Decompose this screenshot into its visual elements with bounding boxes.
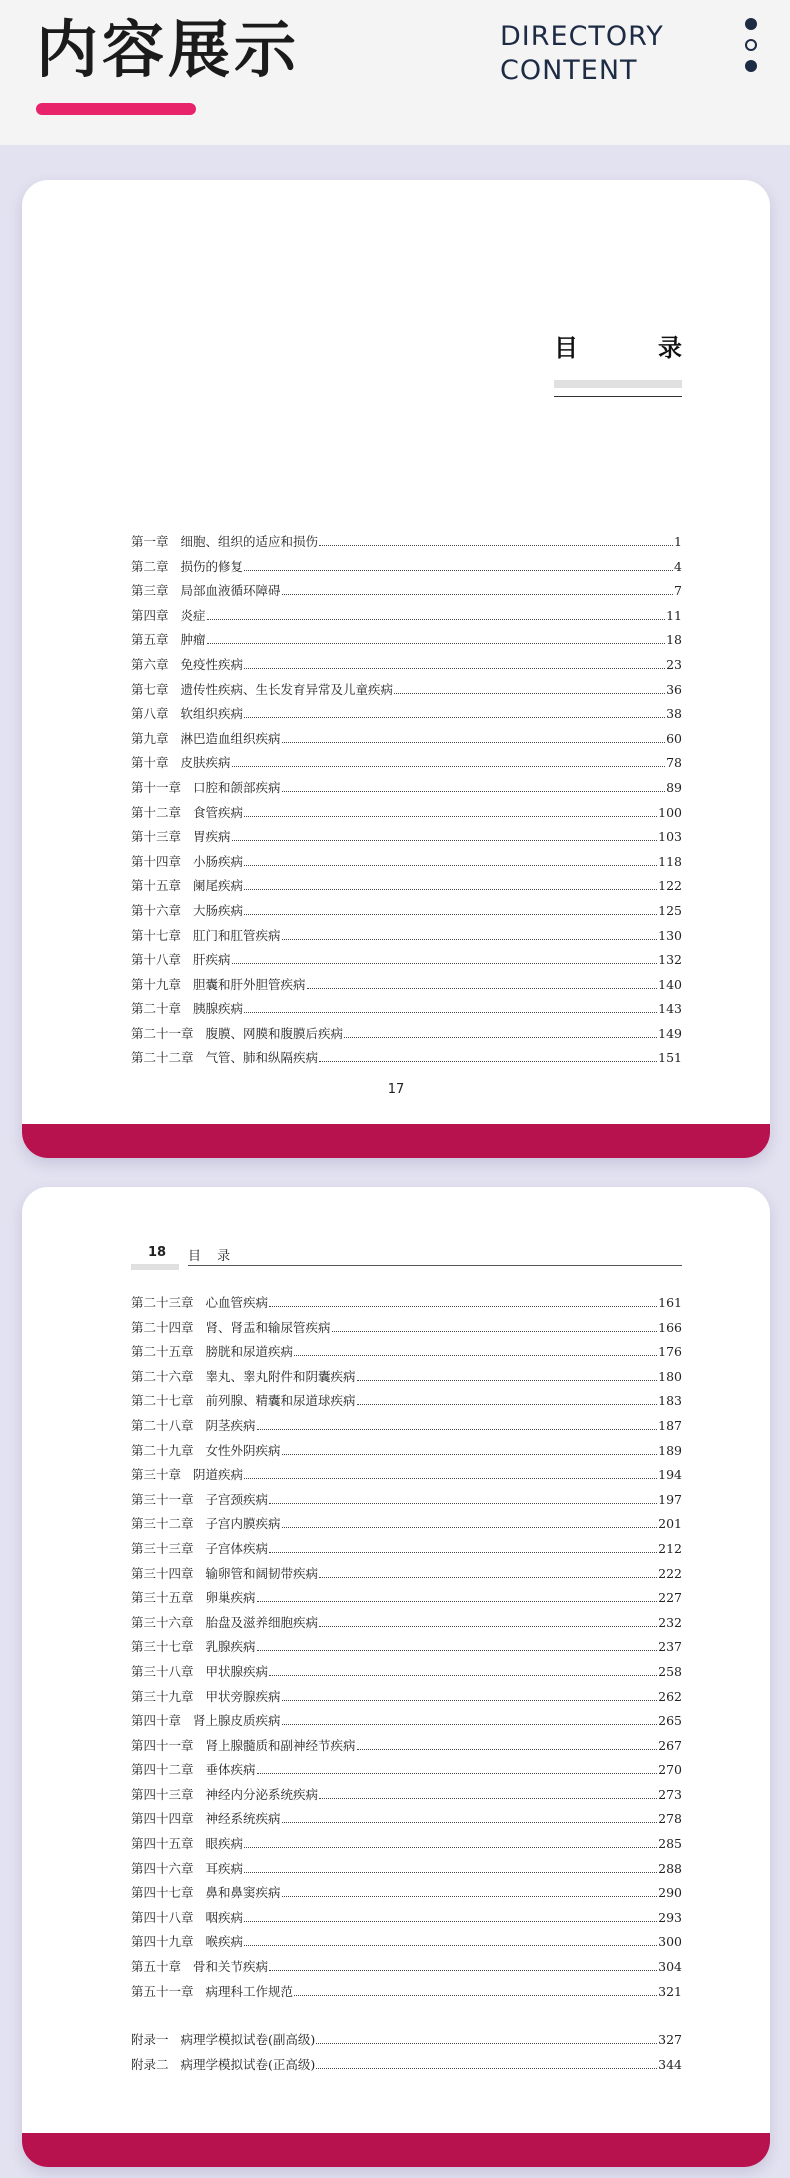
- chapter-title: 肾上腺皮质疾病: [193, 1713, 281, 1729]
- chapter-title: 局部血液循环障碍: [180, 583, 281, 599]
- chapter-title: 心血管疾病: [205, 1295, 269, 1310]
- chapter-title: 前列腺、精囊和尿道球疾病: [205, 1393, 356, 1409]
- toc-entry: [131, 899, 682, 924]
- dot-leader: [307, 988, 658, 989]
- toc-entry: [131, 555, 682, 580]
- toc-entry: [131, 1586, 682, 1611]
- chapter-label: 第十八章: [131, 952, 182, 968]
- chapter-title: 咽疾病: [205, 1909, 244, 1925]
- toc-entry: [131, 1709, 682, 1734]
- chapter-title: 输卵管和阔韧带疾病: [205, 1565, 319, 1581]
- page-ref: 285: [658, 1836, 682, 1852]
- chapter-label: 第四十二章: [131, 1762, 194, 1778]
- chapter-label: 第三十八章: [131, 1663, 194, 1679]
- chapter-title: 损伤的修复: [180, 558, 244, 574]
- chapter-label: 第二十七章: [131, 1393, 194, 1409]
- page-ref: 118: [658, 853, 682, 869]
- toc-entry: [131, 1365, 682, 1390]
- page-ref: 232: [658, 1614, 682, 1630]
- toc-entry: [131, 850, 682, 875]
- chapter-title: 乳腺疾病: [205, 1639, 256, 1655]
- toc-entry: [131, 604, 682, 629]
- dot-leader: [232, 963, 658, 964]
- toc-entry: [131, 1685, 682, 1710]
- dot-leader: [319, 1061, 657, 1062]
- dot-leader: [232, 840, 658, 841]
- toc-entry: [131, 1389, 682, 1414]
- page-ref: 23: [666, 656, 682, 672]
- page-ref: 344: [658, 2056, 682, 2072]
- decorative-dots: [745, 18, 761, 81]
- chapter-label: 第二十四章: [131, 1319, 194, 1335]
- dot-leader: [282, 791, 666, 792]
- chapter-title: 胎盘及滋养细胞疾病: [205, 1614, 319, 1630]
- chapter-title: 病理学模拟试卷(正高级): [180, 2056, 316, 2072]
- toc-entry: [131, 1980, 682, 2005]
- page-ref: 278: [658, 1811, 682, 1827]
- chapter-label: 第三十九章: [131, 1688, 194, 1704]
- page-ref: 4: [674, 558, 682, 574]
- toc-page-17: [22, 180, 770, 1158]
- dot-leader: [282, 1454, 658, 1455]
- chapter-label: 第五章: [131, 632, 169, 648]
- toc-entry: [131, 1512, 682, 1537]
- toc-entry: [131, 776, 682, 801]
- chapter-label: 第五十一章: [131, 1983, 194, 1999]
- english-subtitle-line1: DIRECTORY: [500, 21, 664, 52]
- page-ref: 293: [658, 1909, 682, 1925]
- chapter-title: 子宫内膜疾病: [205, 1516, 281, 1532]
- running-head-title: 目 录: [188, 1249, 237, 1264]
- chapter-label: 第四十八章: [131, 1909, 194, 1925]
- chapter-title: 病理科工作规范: [205, 1983, 294, 1999]
- chapter-label: 第十七章: [131, 927, 182, 943]
- chapter-title: 肛门和肛管疾病: [193, 927, 281, 943]
- chapter-label: 第十六章: [131, 902, 182, 918]
- chapter-label: 第二章: [131, 558, 169, 574]
- dot-leader: [269, 1503, 657, 1504]
- page-ref: 180: [658, 1368, 682, 1384]
- page-ref: 140: [658, 976, 682, 992]
- dot-leader: [244, 865, 657, 866]
- chapter-title: 胃疾病: [193, 829, 231, 845]
- toc-entry: [131, 801, 682, 826]
- chapter-label: 第九章: [131, 730, 169, 746]
- toc-heading-char: 录: [658, 333, 682, 362]
- chapter-label: 第三十六章: [131, 1614, 194, 1630]
- dot-leader: [282, 939, 658, 940]
- chapter-title: 气管、肺和纵隔疾病: [205, 1050, 319, 1066]
- toc-entry: [131, 825, 682, 850]
- dot-leader: [244, 1921, 657, 1922]
- page-ref: 151: [658, 1050, 682, 1066]
- toc-entry: [131, 1537, 682, 1562]
- dot-leader: [244, 1012, 657, 1013]
- running-head-rule: [188, 1265, 682, 1266]
- dot-icon: [745, 18, 757, 30]
- chapter-label: 第二十三章: [131, 1295, 194, 1310]
- dot-leader: [269, 1970, 657, 1971]
- dot-leader: [244, 1847, 657, 1848]
- page-ref: 130: [658, 927, 682, 943]
- chapter-label: 第二十二章: [131, 1050, 194, 1066]
- dot-icon: [745, 60, 757, 72]
- dot-leader: [244, 1872, 657, 1873]
- page-ref: 321: [658, 1983, 682, 1999]
- toc-entry: [131, 579, 682, 604]
- dot-leader: [282, 1822, 658, 1823]
- english-subtitle: [500, 20, 664, 88]
- chapter-label: 第四十六章: [131, 1860, 194, 1876]
- chapter-title: 子宫颈疾病: [205, 1491, 269, 1507]
- dot-outline-icon: [745, 39, 757, 51]
- dot-leader: [319, 545, 673, 546]
- dot-leader: [257, 1429, 658, 1430]
- dot-leader: [357, 1404, 658, 1405]
- chapter-title: 细胞、组织的适应和损伤: [180, 534, 319, 549]
- toc-entry: [131, 874, 682, 899]
- chapter-label: 第六章: [131, 656, 169, 672]
- chapter-title: 软组织疾病: [180, 706, 244, 722]
- chapter-label: 第十一章: [131, 779, 182, 795]
- dot-leader: [244, 1478, 657, 1479]
- chapter-title: 皮肤疾病: [180, 755, 231, 771]
- page-ref: 183: [658, 1393, 682, 1409]
- page-ref: 38: [666, 706, 682, 722]
- page-ref: 212: [658, 1540, 682, 1556]
- dot-leader: [357, 1749, 658, 1750]
- chapter-label: 第二十六章: [131, 1368, 194, 1384]
- chapter-label: 第二十章: [131, 1001, 182, 1017]
- heading-rule: [554, 396, 682, 397]
- dot-leader: [269, 1306, 657, 1307]
- toc-entry: [131, 1291, 682, 1316]
- running-head-number: 18: [148, 1245, 167, 1260]
- dot-leader: [244, 570, 673, 571]
- page-number: 17: [387, 1082, 405, 1097]
- chapter-label: 第三十二章: [131, 1516, 194, 1532]
- page-ref: 103: [658, 829, 682, 845]
- toc-entry: [131, 751, 682, 776]
- page-ref: 1: [674, 534, 682, 549]
- chapter-title: 肝疾病: [193, 952, 231, 968]
- chapter-title: 骨和关节疾病: [193, 1959, 269, 1975]
- chapter-label: 第十二章: [131, 804, 182, 820]
- dot-leader: [244, 889, 657, 890]
- page-ref: 161: [658, 1295, 682, 1310]
- chapter-label: 第三十章: [131, 1467, 182, 1483]
- toc-entry: [131, 1316, 682, 1341]
- dot-leader: [282, 1527, 658, 1528]
- page-ref: 267: [658, 1737, 682, 1753]
- page-ref: 18: [666, 632, 682, 648]
- chapter-label: 第三十四章: [131, 1565, 194, 1581]
- dot-leader: [257, 1601, 658, 1602]
- chapter-title: 免疫性疾病: [180, 656, 244, 672]
- chapter-title: 胆囊和肝外胆管疾病: [193, 976, 306, 992]
- dot-leader: [319, 1626, 657, 1627]
- toc-entry: [131, 2028, 682, 2053]
- chapter-label: 附录二: [131, 2056, 169, 2072]
- dot-leader: [269, 1552, 657, 1553]
- dot-leader: [316, 2068, 657, 2069]
- toc-entry: [131, 2053, 682, 2078]
- dot-leader: [344, 1037, 657, 1038]
- heading-bar: [554, 380, 682, 388]
- chapter-title: 口腔和颌部疾病: [193, 779, 281, 795]
- title-underline: [36, 103, 196, 115]
- dot-leader: [269, 1675, 657, 1676]
- page-ref: 89: [666, 779, 682, 795]
- page-ref: 11: [666, 607, 682, 623]
- dot-leader: [207, 643, 666, 644]
- dot-leader: [244, 816, 657, 817]
- chapter-label: 第十五章: [131, 878, 182, 894]
- chapter-title: 甲状旁腺疾病: [205, 1688, 281, 1704]
- chapter-label: 第八章: [131, 706, 169, 722]
- chapter-title: 睾丸、睾丸附件和阴囊疾病: [205, 1368, 356, 1384]
- toc-entry: [131, 924, 682, 949]
- dot-leader: [332, 1331, 658, 1332]
- chapter-label: 第五十章: [131, 1959, 182, 1975]
- dot-leader: [394, 693, 665, 694]
- chapter-title: 阴茎疾病: [205, 1417, 256, 1433]
- page-ref: 189: [658, 1442, 682, 1458]
- toc-entry: [131, 1881, 682, 1906]
- dot-leader: [294, 1995, 657, 1996]
- toc-entry: [131, 973, 682, 998]
- page-ref: 265: [658, 1713, 682, 1729]
- toc-entry: [131, 727, 682, 752]
- page-ref: 166: [658, 1319, 682, 1335]
- page-title: 内容展示: [36, 13, 301, 86]
- dot-leader: [316, 2043, 657, 2044]
- dot-leader: [319, 1798, 657, 1799]
- toc-entry: [131, 1930, 682, 1955]
- chapter-label: 第三十五章: [131, 1590, 194, 1606]
- toc-heading-char: 目: [554, 333, 578, 362]
- page-ref: 78: [666, 755, 682, 771]
- chapter-label: 第四十三章: [131, 1786, 194, 1802]
- page-ref: 125: [658, 902, 682, 918]
- dot-leader: [282, 1724, 658, 1725]
- toc-entry: [131, 530, 682, 555]
- page-ref: 132: [658, 952, 682, 968]
- dot-leader: [257, 1773, 658, 1774]
- chapter-label: 第一章: [131, 534, 169, 549]
- chapter-title: 遗传性疾病、生长发育异常及儿童疾病: [180, 681, 394, 697]
- chapter-title: 腹膜、网膜和腹膜后疾病: [205, 1025, 344, 1041]
- chapter-title: 肿瘤: [180, 632, 206, 648]
- chapter-label: 第四十一章: [131, 1737, 194, 1753]
- chapter-title: 病理学模拟试卷(副高级): [180, 2032, 316, 2048]
- chapter-label: 第二十五章: [131, 1344, 194, 1360]
- page-ref: 201: [658, 1516, 682, 1532]
- toc-entry: [131, 1488, 682, 1513]
- toc-entry: [131, 1046, 682, 1071]
- chapter-title: 垂体疾病: [205, 1762, 256, 1778]
- chapter-title: 卵巢疾病: [205, 1590, 256, 1606]
- chapter-title: 喉疾病: [205, 1934, 244, 1950]
- card-footer-band: [22, 2133, 770, 2167]
- chapter-title: 肾上腺髓质和副神经节疾病: [205, 1737, 356, 1753]
- chapter-label: 第三十三章: [131, 1540, 194, 1556]
- toc-entry: [131, 1660, 682, 1685]
- chapter-title: 小肠疾病: [193, 853, 244, 869]
- chapter-title: 膀胱和尿道疾病: [205, 1344, 294, 1360]
- page-ref: 273: [658, 1786, 682, 1802]
- page-ref: 258: [658, 1663, 682, 1679]
- chapter-label: 第十四章: [131, 853, 182, 869]
- dot-leader: [232, 766, 666, 767]
- dot-leader: [244, 717, 665, 718]
- page-ref: 270: [658, 1762, 682, 1778]
- dot-leader: [357, 1380, 658, 1381]
- toc-list: [131, 1291, 682, 2077]
- page-ref: 327: [658, 2032, 682, 2048]
- page-ref: 304: [658, 1959, 682, 1975]
- dot-leader: [244, 668, 665, 669]
- chapter-label: 第十九章: [131, 976, 182, 992]
- toc-entry: [131, 1439, 682, 1464]
- card-footer-band: [22, 1124, 770, 1158]
- chapter-title: 食管疾病: [193, 804, 244, 820]
- page-ref: 288: [658, 1860, 682, 1876]
- dot-leader: [244, 1945, 657, 1946]
- english-subtitle-line2: CONTENT: [500, 55, 638, 86]
- chapter-title: 胰腺疾病: [193, 1001, 244, 1017]
- chapter-label: 第四十四章: [131, 1811, 194, 1827]
- section-gap: [131, 2004, 682, 2028]
- toc-entry: [131, 1340, 682, 1365]
- chapter-title: 神经内分泌系统疾病: [205, 1786, 319, 1802]
- chapter-title: 子宫体疾病: [205, 1540, 269, 1556]
- page-ref: 143: [658, 1001, 682, 1017]
- page-ref: 262: [658, 1688, 682, 1704]
- chapter-title: 肾、肾盂和输尿管疾病: [205, 1319, 331, 1335]
- toc-entry: [131, 678, 682, 703]
- page-ref: 237: [658, 1639, 682, 1655]
- toc-entry: [131, 1463, 682, 1488]
- dot-leader: [257, 1650, 658, 1651]
- toc-entry: [131, 1635, 682, 1660]
- toc-entry: [131, 1414, 682, 1439]
- toc-entry: [131, 1611, 682, 1636]
- chapter-label: 附录一: [131, 2032, 169, 2048]
- chapter-title: 神经系统疾病: [205, 1811, 281, 1827]
- chapter-label: 第四十五章: [131, 1836, 194, 1852]
- page-ref: 194: [658, 1467, 682, 1483]
- chapter-label: 第三十一章: [131, 1491, 194, 1507]
- toc-entry: [131, 1807, 682, 1832]
- page-ref: 227: [658, 1590, 682, 1606]
- toc-entry: [131, 1734, 682, 1759]
- page-ref: 222: [658, 1565, 682, 1581]
- toc-entry: [131, 653, 682, 678]
- toc-entry: [131, 1857, 682, 1882]
- chapter-label: 第七章: [131, 681, 169, 697]
- page-ref: 300: [658, 1934, 682, 1950]
- toc-entry: [131, 1783, 682, 1808]
- running-head-bar: [131, 1264, 179, 1270]
- dot-leader: [244, 914, 657, 915]
- chapter-title: 耳疾病: [205, 1860, 244, 1876]
- page-ref: 149: [658, 1025, 682, 1041]
- dot-leader: [282, 1896, 658, 1897]
- chapter-label: 第三章: [131, 583, 169, 599]
- toc-entry: [131, 1758, 682, 1783]
- toc-entry: [131, 1906, 682, 1931]
- chapter-label: 第三十七章: [131, 1639, 194, 1655]
- chapter-title: 眼疾病: [205, 1836, 244, 1852]
- chapter-label: 第四十七章: [131, 1885, 194, 1901]
- chapter-label: 第二十一章: [131, 1025, 194, 1041]
- page-ref: 122: [658, 878, 682, 894]
- dot-leader: [282, 742, 666, 743]
- dot-leader: [319, 1577, 657, 1578]
- toc-entry: [131, 1562, 682, 1587]
- toc-entry: [131, 1955, 682, 1980]
- chapter-title: 大肠疾病: [193, 902, 244, 918]
- chapter-title: 淋巴造血组织疾病: [180, 730, 281, 746]
- toc-entry: [131, 1832, 682, 1857]
- toc-heading: [554, 328, 682, 363]
- chapter-title: 阴道疾病: [193, 1467, 244, 1483]
- chapter-label: 第十章: [131, 755, 169, 771]
- page-ref: 290: [658, 1885, 682, 1901]
- toc-entry: [131, 948, 682, 973]
- page-ref: 100: [658, 804, 682, 820]
- page-ref: 7: [674, 583, 682, 599]
- toc-page-18: [22, 1187, 770, 2167]
- toc-entry: [131, 702, 682, 727]
- page-ref: 187: [658, 1417, 682, 1433]
- chapter-title: 女性外阴疾病: [205, 1442, 281, 1458]
- toc-entry: [131, 997, 682, 1022]
- chapter-label: 第四十九章: [131, 1934, 194, 1950]
- chapter-label: 第四十章: [131, 1713, 182, 1729]
- page-header: [0, 0, 790, 145]
- dot-leader: [207, 619, 666, 620]
- toc-list: [131, 530, 682, 1071]
- chapter-label: 第二十九章: [131, 1442, 194, 1458]
- dot-leader: [294, 1355, 657, 1356]
- chapter-title: 鼻和鼻窦疾病: [205, 1885, 281, 1901]
- toc-entry: [131, 628, 682, 653]
- page-ref: 60: [666, 730, 682, 746]
- dot-leader: [282, 1700, 658, 1701]
- toc-entry: [131, 1022, 682, 1047]
- chapter-label: 第十三章: [131, 829, 182, 845]
- chapter-label: 第二十八章: [131, 1417, 194, 1433]
- chapter-title: 炎症: [180, 607, 206, 623]
- page-ref: 36: [666, 681, 682, 697]
- dot-leader: [282, 594, 674, 595]
- chapter-label: 第四章: [131, 607, 169, 623]
- page-ref: 197: [658, 1491, 682, 1507]
- chapter-title: 甲状腺疾病: [205, 1663, 269, 1679]
- page-ref: 176: [658, 1344, 682, 1360]
- chapter-title: 阑尾疾病: [193, 878, 244, 894]
